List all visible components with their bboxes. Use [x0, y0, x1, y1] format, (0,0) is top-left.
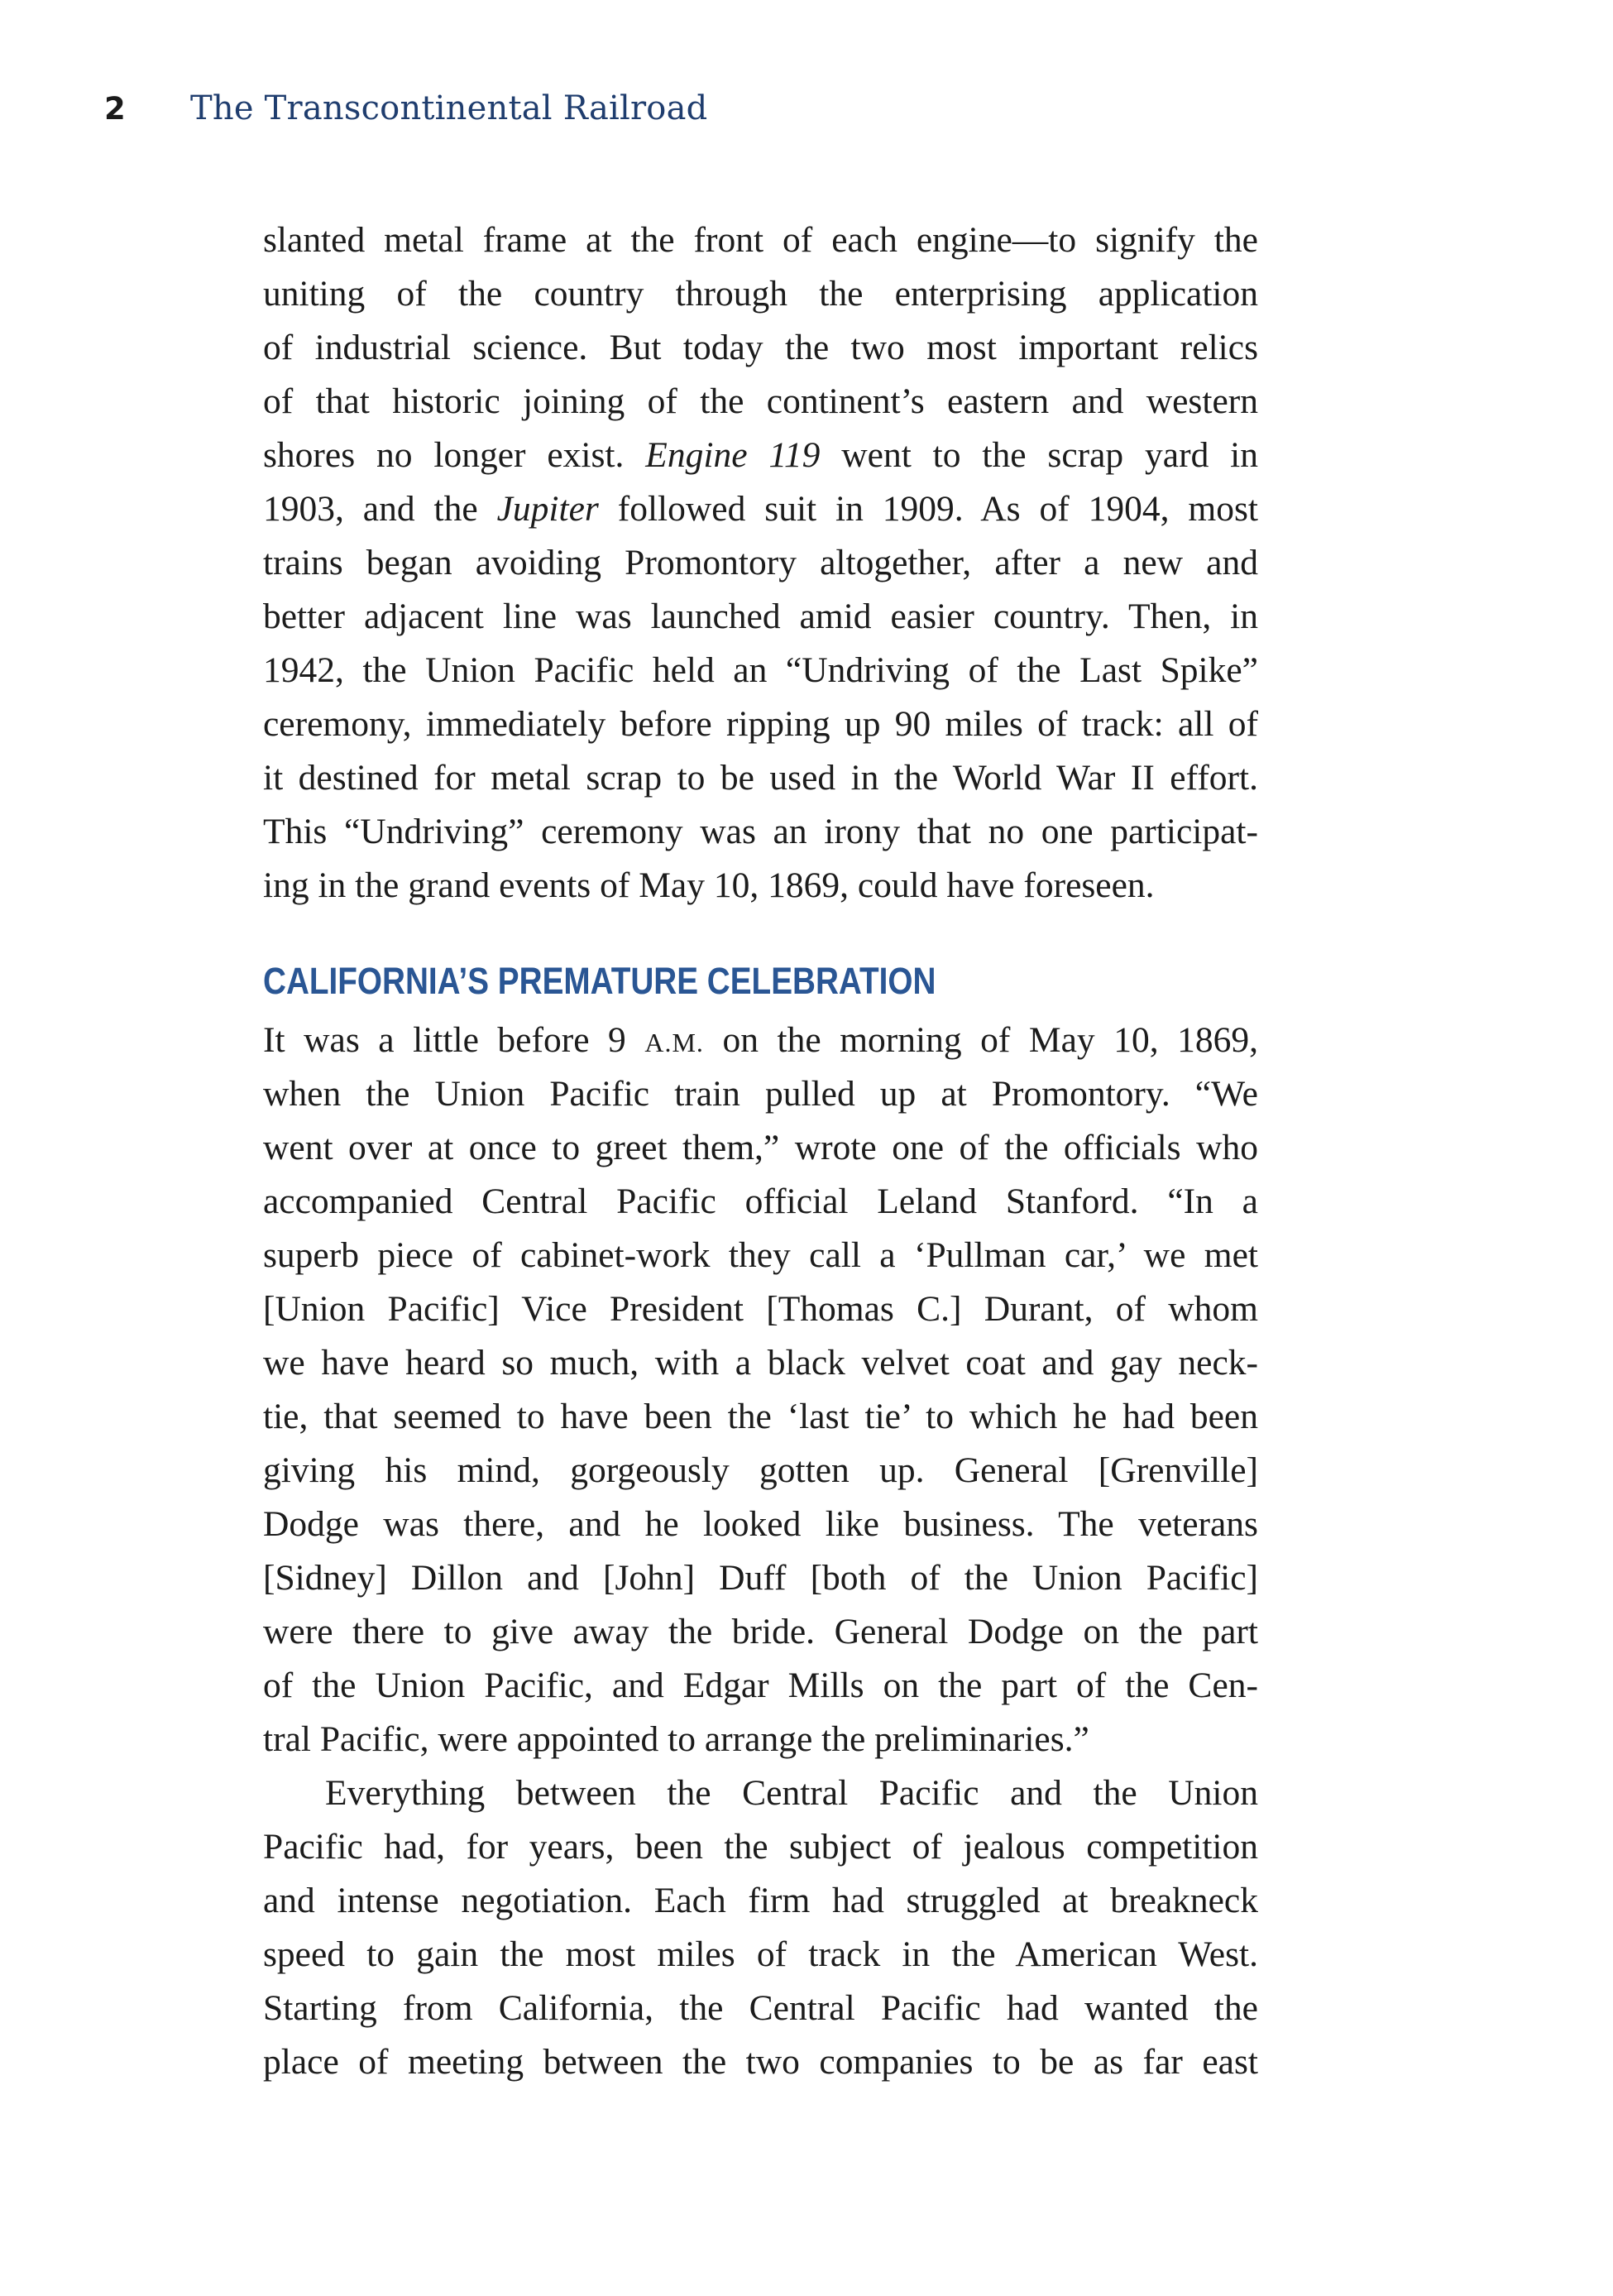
text-line: and intense negotiation. Each firm had struggled at breakneck	[263, 1881, 1258, 1920]
text-line: Dodge was there, and he looked like business. The veterans	[263, 1504, 1258, 1544]
text-line: Pacific had, for years, been the subject of jealous competition	[263, 1827, 1258, 1867]
text-line: superb piece of cabinet-work they call a ‘Pullman car,’ we met	[263, 1235, 1258, 1275]
text-line: This “Undriving” ceremony was an irony that no one participat-	[263, 812, 1258, 851]
text-line: accompanied Central Pacific official Leland Stanford. “In a	[263, 1182, 1258, 1221]
text-run: went to the scrap yard in	[841, 435, 1258, 475]
text-line: of that historic joining of the continent’s eastern and western	[263, 381, 1258, 421]
text-line: tral Pacific, were appointed to arrange the preliminaries.”	[263, 1719, 1089, 1759]
text-run: It was a little before 9	[263, 1020, 626, 1060]
page-number: 2	[104, 91, 126, 127]
text-line	[263, 429, 1258, 482]
italic-title: Jupiter	[496, 489, 599, 529]
text-line: it destined for metal scrap to be used in the World War II effort.	[263, 758, 1258, 798]
paragraph	[263, 1766, 1258, 2089]
italic-title: Engine 119	[645, 435, 821, 475]
book-title: The Transcontinental Railroad	[190, 89, 708, 127]
text-line: place of meeting between the two companies to be as far east	[263, 2042, 1258, 2082]
text-line: Starting from California, the Central Pacific had wanted the	[263, 1988, 1258, 2028]
body-text	[263, 213, 1258, 2089]
text-line: ceremony, immediately before ripping up 90 miles of track: all of	[263, 704, 1258, 744]
text-line: we have heard so much, with a black velvet coat and gay neck-	[263, 1343, 1258, 1383]
text-run: followed suit in 1909. As of 1904, most	[617, 489, 1258, 529]
text-line: Everything between the Central Pacific and the Union	[325, 1773, 1258, 1813]
section-heading: CALIFORNIA’S PREMATURE CELEBRATION	[263, 960, 936, 1002]
text-line: of industrial science. But today the two most important relics	[263, 328, 1258, 367]
text-line: ing in the grand events of May 10, 1869, could have foreseen.	[263, 865, 1155, 905]
text-run: on the morning of May 10, 1869,	[722, 1020, 1258, 1060]
paragraph	[263, 1014, 1258, 1766]
text-line: were there to give away the bride. General Dodge on the part	[263, 1612, 1258, 1651]
text-line: when the Union Pacific train pulled up at Promontory. “We	[263, 1074, 1258, 1114]
text-line: uniting of the country through the enterprising application	[263, 274, 1258, 314]
text-line: slanted metal frame at the front of each engine—to signify the	[263, 220, 1258, 260]
text-line: tie, that seemed to have been the ‘last tie’ to which he had been	[263, 1397, 1258, 1436]
running-head	[104, 89, 707, 139]
text-line	[263, 482, 1258, 536]
text-line	[263, 1014, 1258, 1067]
text-run: 1903, and the	[263, 489, 478, 529]
text-line: of the Union Pacific, and Edgar Mills on the part of the Cen-	[263, 1666, 1258, 1705]
text-line: went over at once to greet them,” wrote one of the officials who	[263, 1128, 1258, 1167]
text-line: giving his mind, gorgeously gotten up. General [Grenville]	[263, 1450, 1258, 1490]
text-line: [Union Pacific] Vice President [Thomas C.] Durant, of whom	[263, 1289, 1258, 1329]
text-line: 1942, the Union Pacific held an “Undriving of the Last Spike”	[263, 650, 1258, 690]
text-line: trains began avoiding Promontory altogether, after a new and	[263, 543, 1258, 582]
small-caps-time: A.M.	[644, 1028, 704, 1057]
text-run: shores no longer exist.	[263, 435, 625, 475]
text-line: better adjacent line was launched amid easier country. Then, in	[263, 597, 1258, 636]
text-line: speed to gain the most miles of track in the American West.	[263, 1934, 1258, 1974]
text-line: [Sidney] Dillon and [John] Duff [both of the Union Pacific]	[263, 1558, 1258, 1598]
paragraph	[263, 213, 1258, 913]
